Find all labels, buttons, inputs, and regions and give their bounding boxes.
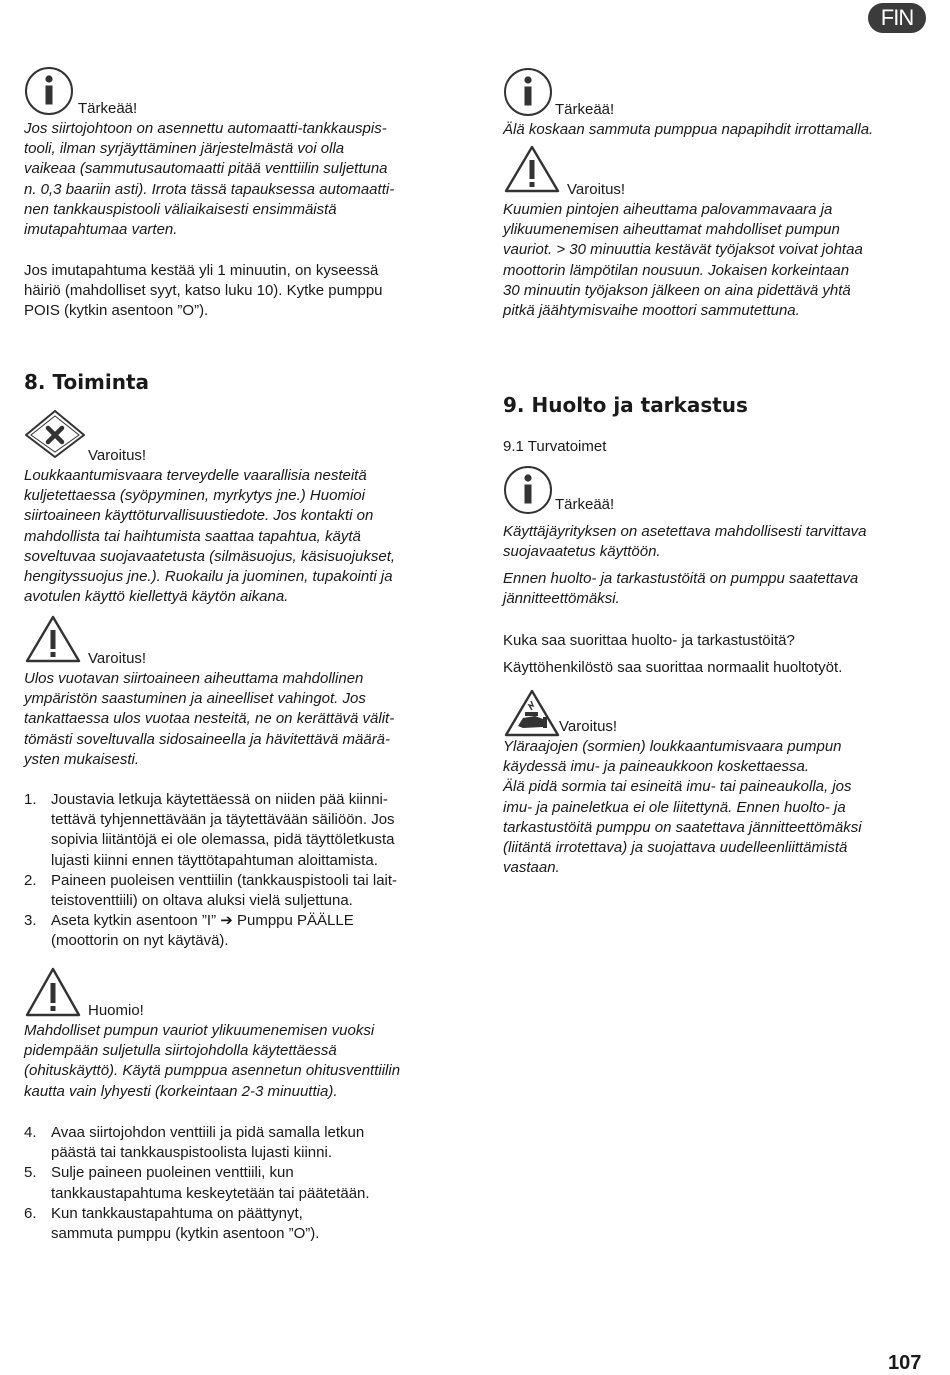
- notice-text: Kuumien pintojen aiheuttama palovammavaara ja ylikuumenemisen aiheuttamat mahdolliset pumpun vauriot. > 30 minuuttia kestävät työjaksot voivat johtaa moottorin lämpötilan nousuun. Jokaisen korkeintaan 30 minuutin työjakson jälkeen on aina pidettävä yhtä pitkä jäähtymisvaihe moottori sammutettuna.: [503, 201, 863, 320]
- hand-injury-icon: [503, 688, 561, 738]
- notice-text: Yläraajojen (sormien) loukkaantumisvaara pumpun käydessä imu- ja paineaukkoon koskettaessa. Älä pidä sormia tai esineitä imu- tai paineaukolla, jos imu- ja paineletkua ei ole liitettynä. Ennen huolto- ja tarkastustöitä pumppu on saatettava jännitteettömäksi (liitäntä irrotettava) ja suojattava uudelleenliittämistä vastaan.: [503, 738, 862, 877]
- steps-list-1: [24, 790, 454, 952]
- qa-answer: Käyttöhenkilöstö saa suorittaa normaalit huoltotyöt.: [503, 659, 843, 676]
- notice-text: Ulos vuotavan siirtoaineen aiheuttama mahdollinen ympäristön saastuminen ja aineelliset vahingot. Jos tankattaessa ulos vuotaa nesteitä, ne on kerättävä välit- tömästi soveltuvalla sidosaineella ja hävitettävä määrä- ysten mukaisesti.: [24, 670, 395, 768]
- notice-text: Jos siirtojohtoon on asennettu automaatti-tankkauspis- tooli, ilman syrjäyttäminen järjestelmästä voi olla vaikeaa (sammutusautomaatti pitää venttiilin suljettuna n. 0,3 baariin asti). Irrota tässä tapauksessa automaatti- nen tankkauspistooli väliaikaisesti ensimmäistä imutapahtumaa varten.: [24, 120, 395, 239]
- notice-title: Varoitus!: [88, 650, 147, 667]
- list-item: 6. Kun tankkaustapahtuma on päättynyt, sammuta pumppu (kytkin asentoon ”O”).: [24, 1204, 320, 1243]
- steps-list-2: [24, 1123, 454, 1244]
- qa-question: Kuka saa suorittaa huolto- ja tarkastustöitä?: [503, 632, 795, 649]
- paragraph-intake-duration: Jos imutapahtuma kestää yli 1 minuutin, on kyseessä häiriö (mahdolliset syyt, katso luku 10). Kytke pumppu POIS (kytkin asentoon ”O”).: [24, 262, 383, 320]
- notice-title: Varoitus!: [88, 447, 147, 464]
- notice-title: Varoitus!: [567, 181, 626, 198]
- warning-icon: [24, 966, 82, 1018]
- language-badge: FIN: [868, 3, 926, 33]
- notice-text: Loukkaantumisvaara terveydelle vaarallisia nesteitä kuljetettaessa (syöpyminen, myrkytys jne.) Huomioi siirtoaineen käyttöturvallisuustiedote. Jos kontakti on mahdollista tai haihtumista saattaa tapahtua, käytä soveltuvaa suojavaatetusta (silmäsuojus, käsisuojukset, hengityssuojus jne.). Ruokailu ja juominen, tupakointi ja avotulen käyttö kiellettyä käytön aikana.: [24, 467, 396, 606]
- notice-text: Käyttäjäyrityksen on asetettava mahdollisesti tarvittava suojavaatetus käyttöön.: [503, 523, 867, 561]
- notice-title: Tärkeää!: [555, 496, 615, 513]
- list-item: 3. Aseta kytkin asentoon ”I” ➔ Pumppu PÄÄLLE (moottorin on nyt käytävä).: [24, 912, 354, 950]
- list-item: 2. Paineen puoleisen venttiilin (tankkauspistooli tai lait- teistoventtiili) on oltava aluksi vielä suljettuna.: [24, 871, 398, 910]
- harmful-substance-icon: [24, 409, 86, 459]
- notice-title: Huomio!: [88, 1002, 144, 1019]
- page-number: 107: [888, 1352, 922, 1374]
- warning-icon: [503, 144, 561, 194]
- notice-title: Tärkeää!: [78, 100, 138, 117]
- subsection-title-safety: 9.1 Turvatoimet: [503, 438, 607, 455]
- warning-icon: [24, 614, 82, 664]
- notice-text: Ennen huolto- ja tarkastustöitä on pumppu saatettava jännitteettömäksi.: [503, 570, 859, 608]
- notice-text: Mahdolliset pumpun vauriot ylikuumenemisen vuoksi pidempään suljetulla siirtojohdolla käytettäessä (ohituskäyttö). Käytä pumppua asennetun ohitusventtiilin kautta vain lyhyesti (korkeintaan 2-3 minuuttia).: [24, 1022, 401, 1100]
- notice-title: Varoitus!: [559, 718, 618, 735]
- list-item: 5. Sulje paineen puoleinen venttiili, kun tankkaustapahtuma keskeytetään tai päätetään.: [24, 1164, 370, 1202]
- notice-title: Tärkeää!: [555, 101, 615, 118]
- info-icon: [24, 66, 74, 116]
- info-icon: [503, 465, 553, 515]
- list-item: 1. Joustavia letkuja käytettäessä on niiden pää kiinni- tettävä tyhjennettävään ja täytettävään säiliöön. Jos sopivia liitäntöjä ei ole olemassa, pidä täyttöletkusta lujasti kiinni ennen täyttötapahtuman aloittamista.: [24, 791, 395, 869]
- info-icon: [503, 67, 553, 117]
- section-title-maintenance: 9. Huolto ja tarkastus: [503, 393, 748, 417]
- section-title-operation: 8. Toiminta: [24, 370, 150, 394]
- list-item: 4. Avaa siirtojohdon venttiili ja pidä samalla letkun päästä tai tankkauspistoolista lujasti kiinni.: [24, 1124, 365, 1162]
- notice-text: Älä koskaan sammuta pumppua napapihdit irrottamalla.: [503, 121, 874, 138]
